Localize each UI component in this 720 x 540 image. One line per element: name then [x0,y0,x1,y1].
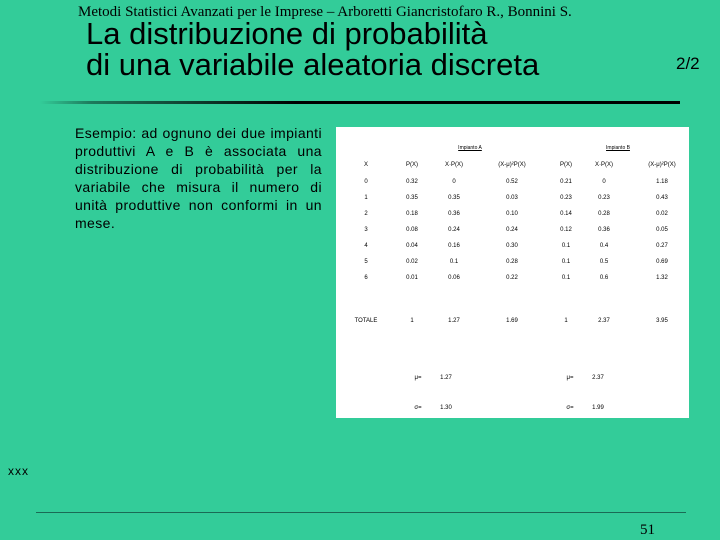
table-cell: 0.36 [598,227,610,233]
table-cell: 6 [364,275,368,281]
table-cell: 0.21 [560,179,572,185]
column-header: P(X) [406,162,418,168]
table-cell: 0.10 [506,211,518,217]
total-cell: 1 [410,318,414,324]
footer-divider [36,512,686,513]
table-cell: 0.28 [506,259,518,265]
plant-b-header: Impianto B [606,145,630,151]
intro-text: Esempio: ad ognuno dei due impianti produttivi A e B è associata una distribuzione di probabilità per la variabile che misura il numero di unità produttive non conformi in un mese. [75,125,322,231]
column-header: (X-μ)²P(X) [498,162,526,168]
table-cell: 1.32 [656,275,668,281]
column-header: X·P(X) [445,162,463,168]
table-cell: 0.28 [598,211,610,217]
table-cell: 0.14 [560,211,572,217]
mean-b-value: 2.37 [592,375,604,381]
table-cell: 0.04 [406,243,418,249]
table-cell: 0.12 [560,227,572,233]
mean-a-value: 1.27 [440,375,452,381]
table-cell: 0.24 [448,227,460,233]
title-divider [40,101,680,104]
table-cell: 0.06 [448,275,460,281]
table-cell: 0.02 [406,259,418,265]
stddev-a-label: σ= [414,405,422,411]
table-cell: 0.16 [448,243,460,249]
stddev-b-label: σ= [566,405,574,411]
stddev-b-value: 1.99 [592,405,604,411]
title-line-2: di una variabile aleatoria discreta [86,47,540,82]
total-label: TOTALE [354,318,378,324]
table-cell: 0.01 [406,275,418,281]
table-cell: 0.1 [449,259,459,265]
slide-title [86,18,539,80]
page-indicator: 2/2 [676,54,700,73]
stddev-a-value: 1.30 [440,405,452,411]
slide-header: Metodi Statistici Avanzati per le Imprese – Arboretti Giancristofaro R., Bonnini S. [78,4,572,20]
table-cell: 0.02 [656,211,668,217]
table-cell: 0.35 [406,195,418,201]
table-cell: 0.18 [406,211,418,217]
table-cell: 0.6 [599,275,609,281]
table-cell: 0.05 [656,227,668,233]
table-cell: 0.43 [656,195,668,201]
total-cell: 2.37 [598,318,610,324]
table-cell: 0.32 [406,179,418,185]
table-cell: 0.30 [506,243,518,249]
table-cell: 0.5 [599,259,609,265]
table-cell: 0 [364,179,368,185]
table-cell: 0.03 [506,195,518,201]
column-header: (X-μ)²P(X) [648,162,676,168]
plant-a-header: Impianto A [458,145,482,151]
column-header: X [363,162,369,168]
table-cell: 0.69 [656,259,668,265]
mean-b-label: μ= [566,375,574,381]
table-cell: 0.23 [560,195,572,201]
table-cell: 0.27 [656,243,668,249]
table-cell: 0.35 [448,195,460,201]
table-cell: 0.1 [561,275,571,281]
total-cell: 3.95 [656,318,668,324]
page-number: 51 [640,522,655,538]
table-cell: 0.08 [406,227,418,233]
table-cell: 5 [364,259,368,265]
footer-note: xxx [8,464,29,478]
table-cell: 0 [452,179,456,185]
table-cell: 0.22 [506,275,518,281]
table-cell: 1.18 [656,179,668,185]
table-cell: 0 [602,179,606,185]
probability-table [336,127,689,418]
total-cell: 1.27 [448,318,460,324]
table-cell: 0.4 [599,243,609,249]
table-cell: 1 [364,195,368,201]
column-header: X·P(X) [595,162,613,168]
intro-paragraph [75,124,322,232]
table-cell: 0.1 [561,243,571,249]
table-cell: 0.1 [561,259,571,265]
table-cell: 3 [364,227,368,233]
total-cell: 1.69 [506,318,518,324]
table-cell: 4 [364,243,368,249]
table-cell: 0.23 [598,195,610,201]
table-cell: 2 [364,211,368,217]
table-cell: 0.24 [506,227,518,233]
title-line-1: La distribuzione di probabilità [86,16,488,51]
column-header: P(X) [560,162,572,168]
mean-a-label: μ= [414,375,422,381]
table-cell: 0.52 [506,179,518,185]
table-cell: 0.36 [448,211,460,217]
total-cell: 1 [564,318,568,324]
